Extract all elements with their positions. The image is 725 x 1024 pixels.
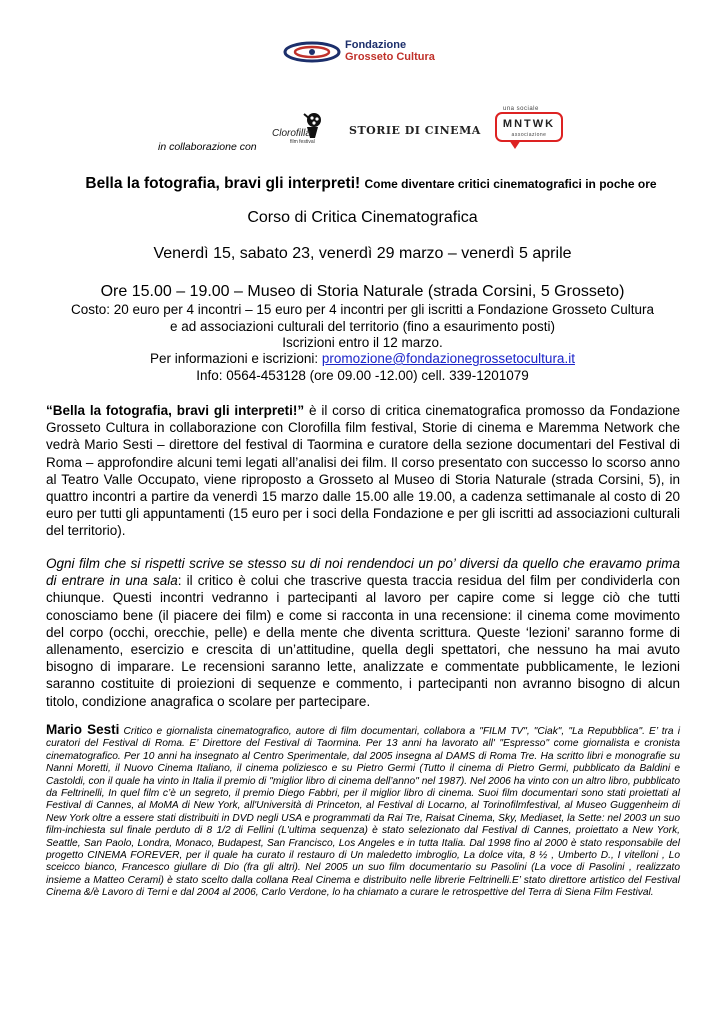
email-link[interactable]: promozione@fondazionegrossetocultura.it xyxy=(321,351,575,366)
fondazione-logo xyxy=(283,37,463,69)
storie-di-cinema-logo: STORIE DI CINEMA xyxy=(349,124,481,137)
clorofilla-sub: film festival xyxy=(290,139,315,145)
bio-paragraph xyxy=(46,724,680,900)
mntwk-top: una sociale xyxy=(503,106,539,112)
logo-line2: Grosseto Cultura xyxy=(345,51,435,63)
description-text: : il critico è colui che trascrive questa traccia residua del film per condividerla con chiunque. Questi incontri vedranno i partecipanti al lavoro per capire come si legge ciò che tutti conosciamo bene (il piacere dei film) e come si racconta in una recensione: il cinema come movimento del corpo (occhi, orecchie, pelle) e della mente che diventa scrittura. Queste ‘lezioni’ saranno forme di allenamento, esercizio e crescita di un’attitudine, quella degli spettatori, che nessuno ha mai avuto bisogno di imparare. Le recensioni saranno lette, analizzate e commentate pubblicamente, le lezioni saranno costituite di proiezioni di sequenze e commento, i partecipanti non avranno bisogno di alcun titolo, condizione anagrafica o scolare per partecipare. xyxy=(46,573,680,709)
course-name: Corso di Critica Cinematografica xyxy=(247,209,478,226)
bio-text: Critico e giornalista cinematografico, autore di film documentari, collabora a "FILM TV", "Ciak", "La Repubblica". E’ tra i curatori del Festival di Roma. E’ Direttore del Festival di Taormina. Per 13 anni ha lavorato all' "Espresso" come giornalista e cronista cinematografico. Per 10 anni ha insegnato al Centro Sperimentale, dal 2005 insegna al DAMS di Roma Tre. Ha scritto libri e monografie su Nanni Moretti, il Nuovo Cinema Italiano, il cinema poliziesco e su Pietro Germi (Tutto il cinema di Pietro Germi, pubblicato da Baldini e Castoldi, con il quale ha vinto in Italia il premio di "miglior libro di cinema dell’anno" nel 1987). Nel 2006 ha vinto con un altro libro, pubblicato da Feltrinelli, In quel film c’è un segreto, il premio Diego Fabbri, per il miglior libro di cinema. Suoi film documentari sono stati proiettati al Festival di Cannes, al MoMA di New York, all'Università di Princeton, al Festival di Locarno, al Torinofilmfestival, al Museo Guggenheim di New York oltre a essere stati distribuiti in DVD negli USA e programmati da Rai Tre, Raisat Cinema, Sky, Mediaset, la Sette: nel 2003 un suo film-inchiesta sul finale perduto di 8 1/2 di Fellini (L'ultima sequenza) è stato selezionato dal Festival di Cannes, proiettato a New York, Seattle, San Paolo, Londra, Monaco, Budapest, San Francisco, Los Angeles e in tutta Italia. Dal 1998 fino al 2000 è stato responsabile del progetto CINEMA FOREVER, per il quale ha curato il restauro di Un maledetto imbroglio, La dolce vita, 8 ½ , Umberto D., I vitelloni , Lo sceicco bianco, Francesco giullare di Dio (fra gli altri). Nel 2005 un suo film documentario su Pasolini (La voce di Pasolini , realizzato insieme a Matteo Cerami) è stato scelto dalla collana Real Cinema e distribuito nelle librerie Feltrinelli.E’ stato direttore artistico del Festival Cinema &/è Lavoro di Terni e dal 2004 al 2006, Carlo Verdone, lo ha chiamato a curare le retrospettive del Terra di Siena Film Festival. xyxy=(46,726,680,899)
course-dates: Venerdì 15, sabato 23, venerdì 29 marzo – venerdì 5 aprile xyxy=(153,245,572,262)
clorofilla-name: Clorofilla xyxy=(272,128,311,139)
bio-name: Mario Sesti xyxy=(46,722,120,737)
enrol-deadline: Iscrizioni entro il 12 marzo. xyxy=(282,335,443,350)
phone-info: Info: 0564-453128 (ore 09.00 -12.00) cell. 339-1201079 xyxy=(196,368,529,383)
description-paragraph xyxy=(46,555,680,710)
course-time-place: Ore 15.00 – 19.00 – Museo di Storia Naturale (strada Corsini, 5 Grosseto) xyxy=(100,283,625,300)
cost-line-1: Costo: 20 euro per 4 incontri – 15 euro per 4 incontri per gli iscritti a Fondazione Grosseto Cultura xyxy=(70,302,655,317)
logo-line1: Fondazione xyxy=(345,39,407,51)
description-quote: Ogni film che si rispetti scrive se stesso su di noi rendendoci un po’ diversi da quello che eravamo prima di entrare in una sala xyxy=(46,556,680,589)
cost-line-2: e ad associazioni culturali del territorio (fino a esaurimento posti) xyxy=(170,319,555,334)
mntwk-bottom: associazione xyxy=(511,132,547,138)
page-title xyxy=(46,175,696,193)
info-label: Per informazioni e iscrizioni: xyxy=(150,351,322,366)
title-main: Bella la fotografia, bravi gli interpreti! xyxy=(85,175,361,192)
collab-label: in collaborazione con xyxy=(158,141,257,153)
intro-paragraph xyxy=(46,402,680,540)
mntwk-logo xyxy=(495,106,565,152)
eye-logo-icon xyxy=(283,39,341,65)
info-contact xyxy=(30,351,695,366)
mntwk-name: MNTWK xyxy=(502,118,556,130)
intro-text: è il corso di critica cinematografica promosso da Fondazione Grosseto Cultura in collaborazione con Clorofilla film festival, Storie di cinema e Maremma Network che vedrà Mario Sesti – direttore del festival di Taormina e curatore della sezione documentari del Festival di Roma – approfondire alcuni temi legati all’analisi dei film. Il corso presentato con successo lo scorso anno al Teatro Valle Occupato, viene riproposto a Grosseto al Museo di Storia Naturale (strada Corsini, 5), in quattro incontri a partire da venerdì 15 marzo dalle 15.00 alle 19.00, a cadenza settimanale al costo di 20 euro per tutti gli appuntamenti (15 euro per i soci della Fondazione e per gli iscritti ad associazioni culturali del territorio). xyxy=(46,403,680,539)
clorofilla-logo xyxy=(272,110,330,152)
intro-lead: “Bella la fotografia, bravi gli interpreti!” xyxy=(46,403,305,418)
title-sub: Come diventare critici cinematografici in poche ore xyxy=(364,177,657,191)
